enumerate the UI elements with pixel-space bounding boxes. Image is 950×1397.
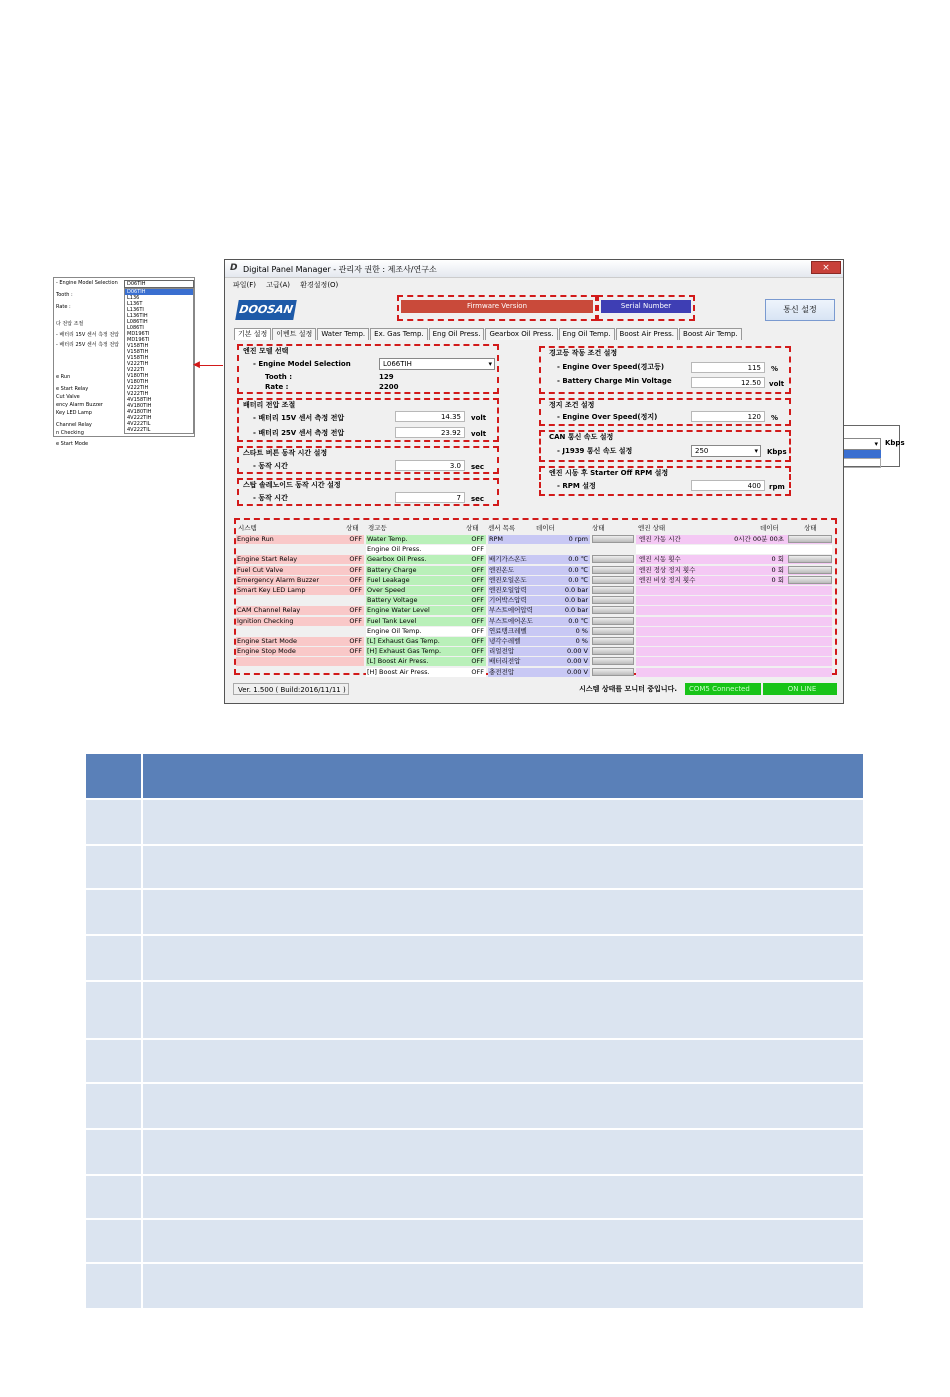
grid-header: 센서 목록 [488, 524, 516, 532]
system-state: OFF [340, 566, 364, 575]
inset-model-option: V222TIH [127, 385, 149, 391]
warning-state: OFF [462, 647, 486, 656]
inset-label: Cut Valve [56, 394, 80, 400]
system-state: OFF [340, 606, 364, 615]
can-speed-zoom-unit: Kbps [885, 439, 905, 447]
window-title: Digital Panel Manager - 관리자 권한 : 제조사/연구소 [243, 265, 437, 274]
warning-name: Fuel Leakage [366, 576, 462, 585]
inset-model-option: MD196TI [127, 337, 150, 343]
sensor-value: 0 % [542, 637, 590, 646]
battery-25v-input[interactable]: 23.92 [395, 427, 465, 438]
status-message: 시스템 상태를 모니터 중입니다. [579, 685, 677, 693]
warning-condition-heading: 경고등 작동 조건 설정 [549, 349, 618, 357]
warning-name: Engine Oil Press. [366, 545, 462, 554]
starter-off-input[interactable]: 400 [691, 480, 765, 491]
table-cell-no [85, 845, 142, 889]
inset-model-option: V158TIH [127, 355, 149, 361]
sensor-name: 부스트에어압력 [488, 606, 542, 615]
sensor-value: 0.0 ℃ [542, 576, 590, 585]
sensor-value: 0.0 bar [542, 596, 590, 605]
engine-stat-name: 엔진 정상 정지 횟수 [639, 565, 696, 574]
warning-name: Gearbox Oil Press. [366, 555, 462, 564]
warning-overspeed-unit: % [771, 365, 779, 373]
stop-solenoid-unit: sec [471, 495, 485, 503]
table-cell-desc [142, 845, 864, 889]
sensor-name: 연료탱크레벨 [488, 627, 542, 636]
warning-overspeed-label: - Engine Over Speed(경고등) [557, 363, 665, 371]
warning-name: [L] Exhaust Gas Temp. [366, 637, 462, 646]
warning-overspeed-input[interactable]: 115 [691, 362, 765, 373]
inset-label: - 배터리 25V 센서 측정 전압 [56, 342, 120, 348]
system-name: Engine Start Relay [236, 555, 340, 564]
engine-stat-bar [788, 576, 832, 584]
start-button-section [237, 446, 499, 474]
can-speed-label: - J1939 통신 속도 설정 [557, 447, 633, 455]
sensor-level-bar [592, 647, 634, 655]
engine-row-bg [636, 617, 832, 626]
inset-model-option: V158TIH [127, 349, 149, 355]
system-state: OFF [340, 647, 364, 656]
sensor-value: 0.0 ℃ [542, 617, 590, 626]
sensor-level-bar [592, 555, 634, 563]
stop-overspeed-unit: % [771, 414, 779, 422]
system-name: Emergency Alarm Buzzer [236, 576, 340, 585]
sensor-value: 0.00 V [542, 668, 590, 677]
sensor-level-bar [592, 627, 634, 635]
engine-model-select[interactable]: L066TIH ▾ [379, 358, 495, 370]
system-state: OFF [340, 576, 364, 585]
engine-stat-value: 0 회 [771, 565, 784, 574]
table-cell-desc [142, 1175, 864, 1219]
engine-row-bg [636, 606, 832, 615]
stop-condition-section [539, 398, 791, 426]
tab-ex-gas-temp[interactable]: Ex. Gas Temp. [370, 328, 427, 340]
sensor-level-bar [592, 586, 634, 594]
warning-name: Battery Voltage [366, 596, 462, 605]
sensor-level-bar [592, 617, 634, 625]
inset-model-option: 4V180TIH [127, 403, 152, 409]
system-state: OFF [340, 637, 364, 646]
grid-header: 경고등 [368, 524, 387, 532]
battery-min-label: - Battery Charge Min Voltage [557, 377, 672, 385]
sensor-name: 엔진오일압력 [488, 586, 542, 595]
rate-label: Rate : [265, 383, 289, 391]
warning-name: Over Speed [366, 586, 462, 595]
sensor-value: 0.0 bar [542, 586, 590, 595]
grid-header: 상태 [346, 524, 359, 532]
tooth-value: 129 [379, 373, 394, 381]
tab-eng-oil-temp[interactable]: Eng Oil Temp. [559, 328, 615, 340]
battery-adjust-section [237, 398, 499, 442]
sensor-level-bar [592, 566, 634, 574]
inset-model-option: 4V180TIH [127, 409, 152, 415]
inset-model-option: V222TIH [127, 391, 149, 397]
battery-15v-label: - 배터리 15V 센서 측정 전압 [253, 414, 345, 422]
inset-model-option: MD196TI [127, 331, 150, 337]
engine-stat-value: 0 회 [771, 575, 784, 584]
engine-model-zoom-inset [53, 277, 195, 447]
engine-stat-bar [788, 535, 832, 543]
table-cell-desc [142, 1083, 864, 1129]
table-row [85, 1129, 864, 1175]
inset-label: 다 전압 조절 [56, 321, 84, 327]
inset-model-option-list [124, 288, 194, 434]
battery-min-input[interactable]: 12.50 [691, 377, 765, 388]
system-state: OFF [340, 555, 364, 564]
battery-min-unit: volt [769, 380, 785, 388]
grid-header: 상태 [592, 524, 605, 532]
inset-label: e Start Relay [56, 386, 89, 392]
sensor-level-bar [592, 576, 634, 584]
warning-state: OFF [462, 586, 486, 595]
sensor-name: 배터리전압 [488, 657, 542, 666]
tab-event[interactable]: 이벤트 설정 [272, 328, 316, 340]
engine-row-bg [636, 668, 832, 677]
stop-overspeed-input[interactable]: 120 [691, 411, 765, 422]
table-cell-desc [142, 981, 864, 1039]
inset-label: - Engine Model Selection [56, 280, 118, 286]
sensor-value: 0.00 V [542, 657, 590, 666]
system-name: Fuel Cut Valve [236, 566, 340, 575]
status-bar [225, 681, 843, 695]
comm-settings-button[interactable]: 통신 설정 [765, 299, 835, 321]
sensor-value: 0.0 bar [542, 606, 590, 615]
engine-row-bg [636, 586, 832, 595]
table-cell-desc [142, 1039, 864, 1083]
table-header-cell-desc [142, 753, 864, 799]
can-speed-unit: Kbps [767, 448, 787, 456]
tab-eng-oil-press[interactable]: Eng Oil Press. [429, 328, 485, 340]
sensor-name: 냉각수레벨 [488, 637, 542, 646]
battery-15v-input[interactable]: 14.35 [395, 411, 465, 422]
start-button-unit: sec [471, 463, 485, 471]
sensor-name: 배기가스온도 [488, 555, 542, 564]
table-row [85, 1219, 864, 1263]
engine-model-section [237, 344, 499, 394]
sensor-name: RPM [488, 535, 542, 544]
tab-boost-air-press[interactable]: Boost Air Press. [616, 328, 678, 340]
inset-model-option: L086TIH [127, 319, 148, 325]
warning-state: OFF [462, 637, 486, 646]
inset-model-option: V222TIH [127, 361, 149, 367]
system-state: OFF [340, 535, 364, 544]
table-cell-desc [142, 1129, 864, 1175]
stop-solenoid-heading: 스탑 솔레노이드 동작 시간 설정 [243, 481, 341, 489]
engine-stat-value: 0 회 [771, 555, 784, 564]
table-cell-no [85, 1219, 142, 1263]
menu-settings[interactable]: 환경설정(O) [300, 281, 339, 289]
table-header-row [85, 753, 864, 799]
inset-label: - 배터리 15V 센서 측정 전압 [56, 332, 120, 338]
tab-water-temp[interactable]: Water Temp. [317, 328, 369, 340]
system-name: Engine Run [236, 535, 340, 544]
rate-value: 2200 [379, 383, 399, 391]
inset-label: e Run [56, 374, 71, 380]
warning-state: OFF [462, 576, 486, 585]
warning-state: OFF [462, 606, 486, 615]
starter-off-heading: 엔진 시동 후 Starter Off RPM 설정 [549, 469, 669, 477]
system-name: Engine Start Mode [236, 637, 340, 646]
system-name: CAM Channel Relay [236, 606, 340, 615]
warning-state: OFF [462, 627, 486, 636]
engine-stat-name: 엔진 가동 시간 [639, 535, 681, 543]
tab-gearbox-oil-press[interactable]: Gearbox Oil Press. [485, 328, 557, 340]
table-cell-no [85, 1129, 142, 1175]
table-cell-desc [142, 889, 864, 935]
engine-stat-bar [788, 555, 832, 563]
firmware-version-label: Firmware Version [401, 300, 593, 313]
inset-model-dropdown: D06TIH [124, 280, 194, 288]
system-state: OFF [340, 586, 364, 595]
warning-state: OFF [462, 535, 486, 544]
table-cell-desc [142, 1263, 864, 1309]
grid-header: 데이터 [760, 524, 779, 532]
battery-adjust-heading: 배터리 전압 조절 [243, 401, 296, 409]
sensor-level-bar [592, 637, 634, 645]
system-state: OFF [340, 617, 364, 626]
sensor-name: 엔진온도 [488, 566, 542, 575]
grid-cell [236, 657, 364, 666]
table-header-cell-no [85, 753, 142, 799]
inset-model-option: L086TI [127, 325, 144, 331]
table-row [85, 981, 864, 1039]
warning-condition-section [539, 346, 791, 394]
engine-row-bg [636, 627, 832, 636]
can-speed-heading: CAN 통신 속도 설정 [549, 433, 614, 441]
table-cell-no [85, 935, 142, 981]
table-cell-desc [142, 1219, 864, 1263]
start-button-input[interactable]: 3.0 [395, 460, 465, 471]
inset-label: e Start Mode [56, 441, 89, 447]
app-logo-icon: D [230, 263, 238, 273]
inset-label: ency Alarm Buzzer [56, 402, 103, 408]
sensor-name: 부스트에어온도 [488, 617, 542, 626]
tab-boost-air-temp[interactable]: Boost Air Temp. [679, 328, 742, 340]
sensor-level-bar [592, 657, 634, 665]
warning-state: OFF [462, 668, 486, 677]
sensor-level-bar [592, 535, 634, 543]
close-button[interactable]: × [811, 261, 841, 274]
warning-name: Engine Water Level [366, 606, 462, 615]
inset-model-option: L136T [127, 301, 143, 307]
table-cell-no [85, 1039, 142, 1083]
inset-model-option: L136TIH [127, 313, 148, 319]
grid-header: 상태 [466, 524, 479, 532]
system-name: Ignition Checking [236, 617, 340, 626]
warning-name: [L] Boost Air Press. [366, 657, 462, 666]
table-cell-no [85, 1083, 142, 1129]
inset-label: Channel Relay [56, 422, 92, 428]
sensor-name: 충전전압 [488, 668, 542, 677]
battery-25v-unit: volt [471, 430, 487, 438]
engine-stat-bar [788, 566, 832, 574]
engine-row-bg [636, 545, 832, 554]
sensor-level-bar [592, 668, 634, 676]
warning-name: Battery Charge [366, 566, 462, 575]
inset-model-option: 4V222TIH [127, 415, 152, 421]
warning-state: OFF [462, 545, 486, 554]
sensor-level-bar [592, 606, 634, 614]
stop-solenoid-label: - 동작 시간 [253, 494, 288, 502]
warning-state: OFF [462, 596, 486, 605]
table-cell-no [85, 1175, 142, 1219]
table-row [85, 1083, 864, 1129]
starter-off-section [539, 466, 791, 496]
table-cell-no [85, 1263, 142, 1309]
inset-model-option: V222TI [127, 367, 145, 373]
battery-15v-unit: volt [471, 414, 487, 422]
engine-row-bg [636, 637, 832, 646]
table-cell-no [85, 799, 142, 845]
engine-stat-name: 엔진 시동 횟수 [639, 555, 681, 564]
grid-header: 엔진 상태 [638, 524, 666, 532]
engine-row-bg [636, 596, 832, 605]
table-row [85, 935, 864, 981]
warning-state: OFF [462, 657, 486, 666]
description-table [84, 752, 865, 1310]
can-speed-section [539, 430, 791, 462]
table-cell-no [85, 889, 142, 935]
inset-label: Key LED Lamp [56, 410, 92, 416]
menu-file[interactable]: 파일(F) [233, 281, 257, 289]
table-row [85, 845, 864, 889]
menu-bar [225, 278, 843, 290]
sensor-value: 0.0 ℃ [542, 566, 590, 575]
status-grid [234, 518, 837, 675]
grid-header: 데이터 [536, 524, 555, 532]
serial-number-label: Serial Number [601, 300, 691, 313]
tab-bar [234, 328, 743, 340]
inset-label: Rate : [56, 304, 71, 310]
sensor-name: 리얼전압 [488, 647, 542, 656]
warning-state: OFF [462, 566, 486, 575]
engine-model-heading: 엔진 모델 선택 [243, 347, 289, 355]
online-status: ON LINE [763, 683, 837, 695]
stop-overspeed-label: - Engine Over Speed(정지) [557, 413, 658, 421]
table-cell-no [85, 981, 142, 1039]
battery-25v-label: - 배터리 25V 센서 측정 전압 [253, 429, 345, 437]
starter-off-unit: rpm [769, 483, 785, 491]
table-cell-desc [142, 799, 864, 845]
sensor-level-bar [592, 596, 634, 604]
grid-header: 상태 [804, 524, 817, 532]
stop-condition-heading: 정지 조건 설정 [549, 401, 595, 409]
warning-state: OFF [462, 555, 486, 564]
warning-state: OFF [462, 617, 486, 626]
inset-model-option: V180TIH [127, 379, 149, 385]
inset-model-option: 4V158TIH [127, 397, 152, 403]
engine-stat-name: 엔진 비상 정지 횟수 [639, 575, 696, 584]
warning-name: Engine Oil Temp. [366, 627, 462, 636]
engine-stat-value: 0시간 00분 00초 [734, 535, 784, 543]
tab-basic[interactable]: 기본 설정 [234, 328, 271, 340]
title-bar [225, 260, 843, 278]
version-label: Ver. 1.500 ( Build:2016/11/11 ) [233, 683, 349, 695]
warning-name: [H] Boost Air Press. [366, 668, 462, 677]
engine-model-label: - Engine Model Selection [253, 360, 351, 368]
table-row [85, 799, 864, 845]
menu-advanced[interactable]: 고급(A) [266, 281, 291, 289]
inset-model-option: D06TIH [125, 289, 193, 295]
sensor-name: 기어박스압력 [488, 596, 542, 605]
grid-header: 시스템 [238, 524, 257, 532]
starter-off-label: - RPM 설정 [557, 482, 596, 490]
inset-label: Tooth : [56, 292, 73, 298]
inset-model-option: 4V222TIL [127, 427, 151, 433]
sensor-name: 엔진오일온도 [488, 576, 542, 585]
inset-label: n Checking [56, 430, 84, 436]
com-status: COM5 Connected [685, 683, 761, 695]
table-row [85, 1263, 864, 1309]
arrow-head-left-icon: ◀ [193, 360, 200, 370]
sensor-value: 0.00 V [542, 647, 590, 656]
sensor-value: 0 rpm [542, 535, 590, 544]
inset-model-option: V158TIH [127, 343, 149, 349]
system-name: Smart Key LED Lamp [236, 586, 340, 595]
table-row [85, 889, 864, 935]
warning-name: [H] Exhaust Gas Temp. [366, 647, 462, 656]
sensor-value: 0 % [542, 627, 590, 636]
table-cell-desc [142, 935, 864, 981]
warning-name: Fuel Tank Level [366, 617, 462, 626]
inset-model-option: 4V222TIL [127, 421, 151, 427]
start-button-label: - 동작 시간 [253, 462, 288, 470]
sensor-value: 0.0 ℃ [542, 555, 590, 564]
table-row [85, 1039, 864, 1083]
inset-model-option: L136TI [127, 307, 144, 313]
engine-row-bg [636, 647, 832, 656]
app-window [224, 259, 844, 704]
table-row [85, 1175, 864, 1219]
inset-model-option: L136 [127, 295, 140, 301]
stop-solenoid-section [237, 478, 499, 506]
inset-model-option: V180TIH [127, 373, 149, 379]
doosan-logo: DOOSAN [235, 300, 297, 320]
tooth-label: Tooth : [265, 373, 293, 381]
stop-solenoid-input[interactable]: 7 [395, 492, 465, 503]
warning-name: Water Temp. [366, 535, 462, 544]
engine-row-bg [636, 657, 832, 666]
can-speed-select[interactable]: 250 ▾ [691, 445, 761, 457]
start-button-heading: 스타트 버튼 동작 시간 설정 [243, 449, 328, 457]
system-name: Engine Stop Mode [236, 647, 340, 656]
